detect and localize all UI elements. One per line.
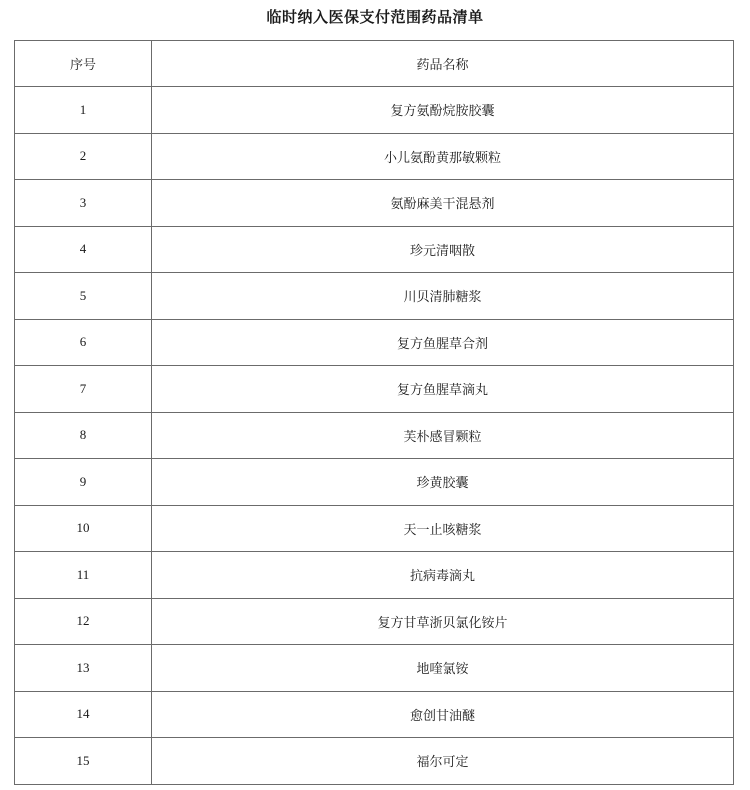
drug-name-cell: 川贝清肺糖浆 xyxy=(152,273,734,320)
drug-name-cell: 珍元清咽散 xyxy=(152,226,734,273)
serial-cell: 9 xyxy=(15,459,152,506)
drug-name-cell: 复方鱼腥草合剂 xyxy=(152,319,734,366)
drug-name-cell: 复方甘草浙贝氯化铵片 xyxy=(152,598,734,645)
serial-cell: 12 xyxy=(15,598,152,645)
table-row xyxy=(15,87,734,134)
table-row xyxy=(15,180,734,227)
drug-name-cell: 芙朴感冒颗粒 xyxy=(152,412,734,459)
table-row xyxy=(15,133,734,180)
table-row xyxy=(15,366,734,413)
serial-cell: 8 xyxy=(15,412,152,459)
serial-cell: 14 xyxy=(15,691,152,738)
table-row xyxy=(15,412,734,459)
serial-cell: 11 xyxy=(15,552,152,599)
page-title: 临时纳入医保支付范围药品清单 xyxy=(266,8,484,26)
drug-name-cell: 小儿氨酚黄那敏颗粒 xyxy=(152,133,734,180)
serial-cell: 4 xyxy=(15,226,152,273)
table-row xyxy=(15,459,734,506)
column-header-drug-name: 药品名称 xyxy=(152,41,734,87)
table-row xyxy=(15,645,734,692)
drug-name-cell: 复方氨酚烷胺胶囊 xyxy=(152,87,734,134)
serial-cell: 1 xyxy=(15,87,152,134)
table-row xyxy=(15,598,734,645)
table-row xyxy=(15,226,734,273)
drug-name-cell: 愈创甘油醚 xyxy=(152,691,734,738)
serial-cell: 2 xyxy=(15,133,152,180)
column-header-serial: 序号 xyxy=(15,41,152,87)
drug-name-cell: 福尔可定 xyxy=(152,738,734,785)
serial-cell: 13 xyxy=(15,645,152,692)
table-header-row xyxy=(15,41,734,87)
serial-cell: 7 xyxy=(15,366,152,413)
table-row xyxy=(15,319,734,366)
drug-list-table xyxy=(14,40,734,785)
serial-cell: 3 xyxy=(15,180,152,227)
serial-cell: 15 xyxy=(15,738,152,785)
drug-name-cell: 抗病毒滴丸 xyxy=(152,552,734,599)
drug-name-cell: 珍黄胶囊 xyxy=(152,459,734,506)
table-row xyxy=(15,738,734,785)
serial-cell: 6 xyxy=(15,319,152,366)
drug-name-cell: 天一止咳糖浆 xyxy=(152,505,734,552)
drug-name-cell: 氨酚麻美干混悬剂 xyxy=(152,180,734,227)
table-row xyxy=(15,273,734,320)
table-row xyxy=(15,691,734,738)
table-row xyxy=(15,552,734,599)
drug-name-cell: 地喹氯铵 xyxy=(152,645,734,692)
serial-cell: 5 xyxy=(15,273,152,320)
drug-name-cell: 复方鱼腥草滴丸 xyxy=(152,366,734,413)
table-row xyxy=(15,505,734,552)
serial-cell: 10 xyxy=(15,505,152,552)
